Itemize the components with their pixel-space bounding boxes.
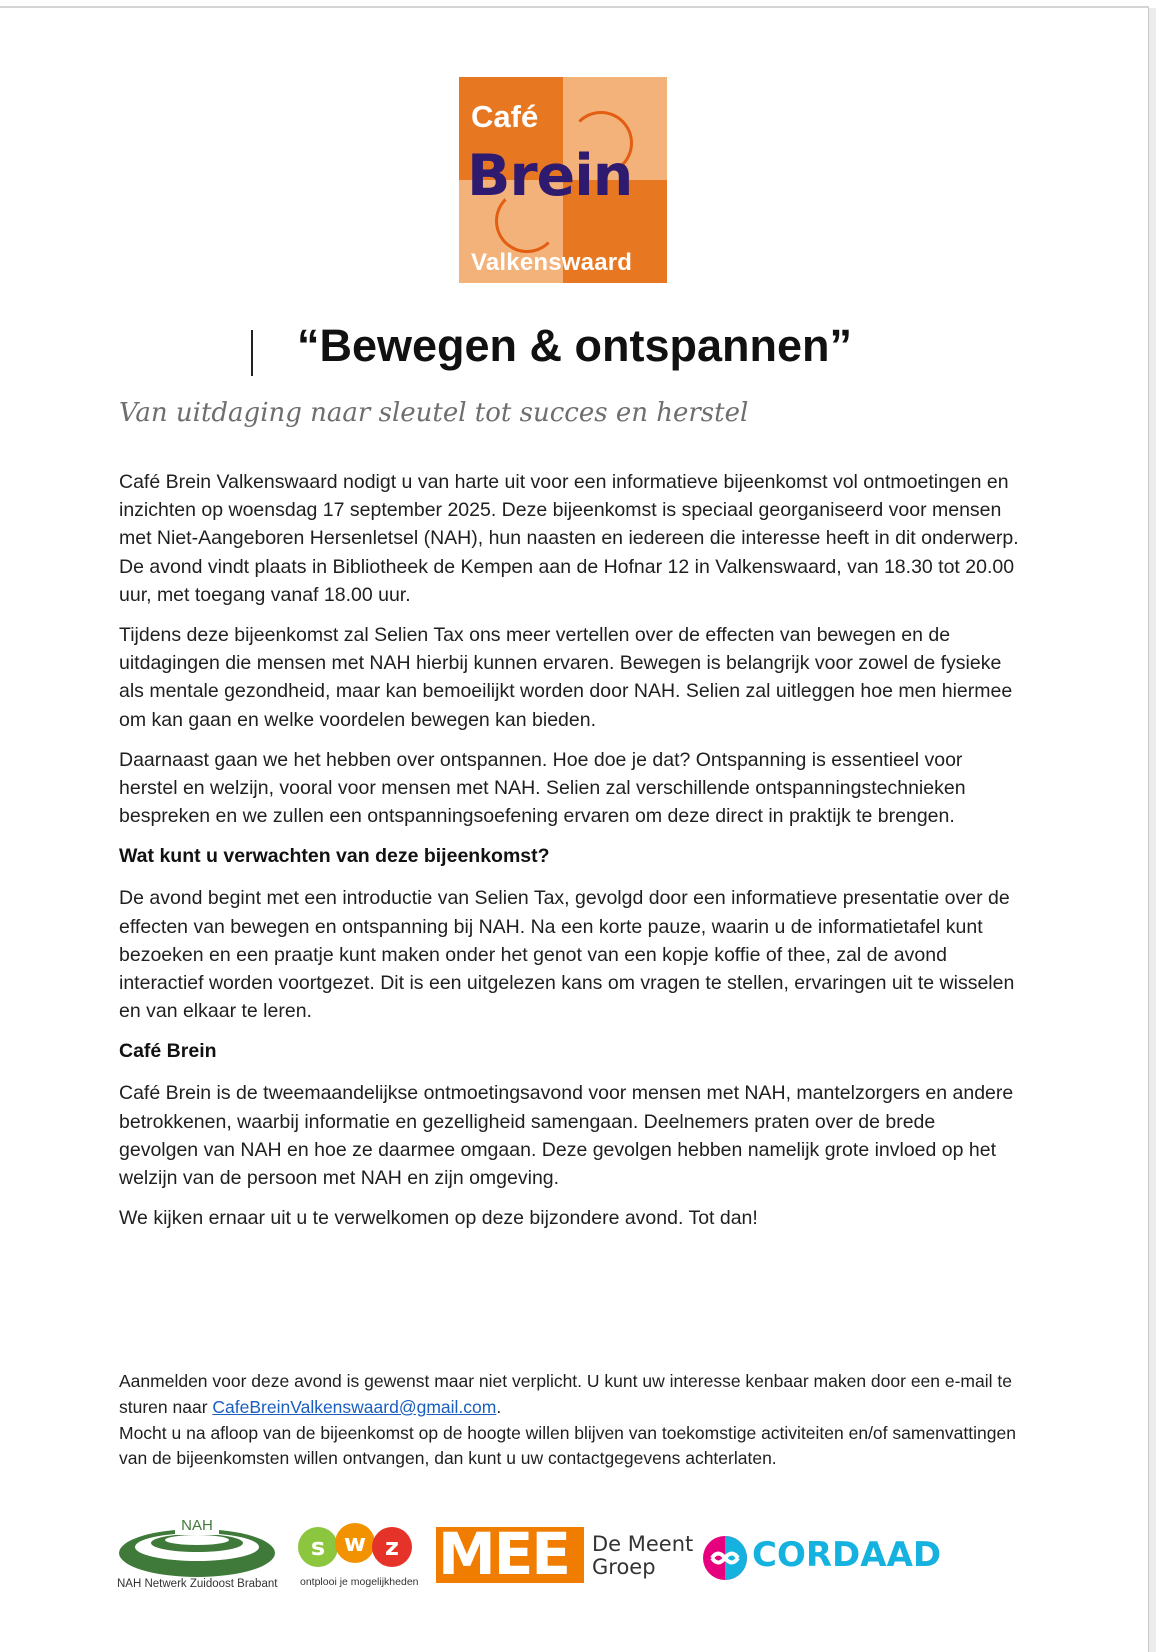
- logo-text-brein: Brein: [467, 143, 633, 209]
- email-link[interactable]: CafeBreinValkenswaard@gmail.com: [212, 1396, 497, 1417]
- registration-period: .: [496, 1396, 502, 1417]
- meent-line2: Groep: [592, 1555, 656, 1579]
- cafe-brein-logo: [459, 77, 667, 283]
- swz-letter-w: w: [343, 1529, 367, 1557]
- logo-text-valkenswaard: Valkenswaard: [471, 249, 633, 276]
- registration-paragraph: [119, 1369, 1019, 1421]
- registration-text: Aanmelden voor deze avond is gewenst maar niet verplicht. U kunt uw interesse kenbaar maken door een e-mail te sturen naar: [119, 1371, 1012, 1417]
- cordaad-logo-text: CORDAAD: [752, 1535, 942, 1575]
- meent-line1: De Meent: [592, 1532, 694, 1556]
- logo-text-cafe: Café: [471, 99, 539, 134]
- document-body: [119, 468, 1019, 1244]
- swz-letter-s: s: [310, 1533, 326, 1561]
- swz-tagline: ontplooi je mogelijkheden: [300, 1576, 419, 1588]
- closing-paragraph: We kijken ernaar uit u te verwelkomen op deze bijzondere avond. Tot dan!: [119, 1207, 758, 1230]
- mee-logo-text: MEE: [438, 1520, 569, 1588]
- registration-block: [119, 1369, 1019, 1472]
- de-meent-groep-logo: [592, 1533, 693, 1579]
- document-title: “Bewegen & ontspannen”: [296, 320, 853, 371]
- cafe-brein-paragraph: Café Brein is de tweemaandelijkse ontmoetingsavond voor mensen met NAH, mantelzorgers en andere betrokkenen, waarbij informatie en gezelligheid samengaan. Deelnemers praten over de brede gevolgen van NAH en hoe ze daarmee omgaan. Deze gevolgen hebben namelijk grote invloed op het welzijn van de persoon met NAH en zijn omgeving.: [119, 1082, 1014, 1190]
- document-subtitle: Van uitdaging naar sleutel tot succes en herstel: [119, 398, 749, 428]
- page-top-rule: [0, 6, 1149, 8]
- relaxation-paragraph: Daarnaast gaan we het hebben over ontspannen. Hoe doe je dat? Ontspanning is essentieel voor herstel en welzijn, vooral voor mensen met NAH. Selien zal verschillende ontspanningstechnieken bespreken en we zullen een ontspanningsoefening ervaren om deze direct in praktijk te brengen.: [119, 748, 966, 828]
- partner-logos: [0, 1505, 1149, 1595]
- section-heading-cafe-brein: Café Brein: [119, 1040, 217, 1063]
- page-scroll-gutter: [1149, 8, 1156, 1652]
- nah-network-label: NAH Netwerk Zuidoost Brabant: [117, 1578, 278, 1590]
- speaker-paragraph: Tijdens deze bijeenkomst zal Selien Tax ons meer vertellen over de effecten van bewegen en de uitdagingen die mensen met NAH hierbij kunnen ervaren. Bewegen is belangrijk voor zowel de fysieke als mentale gezondheid, maar kan bemoeilijkt worden door NAH. Selien zal uitleggen hoe men hiermee om kan gaan en welke voordelen bewegen kan bieden.: [119, 624, 1013, 731]
- nah-badge-text: NAH: [181, 1517, 213, 1534]
- section-heading-expectations: Wat kunt u verwachten van deze bijeenkomst?: [119, 845, 550, 868]
- intro-paragraph: Café Brein Valkenswaard nodigt u van harte uit voor een informatieve bijeenkomst vol ontmoetingen en inzichten op woensdag 17 september 2025. Deze bijeenkomst is speciaal georganiseerd voor mensen met Niet-Aangeboren Hersenletsel (NAH), hun naasten en iedereen die interesse heeft in dit onderwerp. De avond vindt plaats in Bibliotheek de Kempen aan de Hofnar 12 in Valkenswaard, van 18.30 tot 20.00 uur, met toegang vanaf 18.00 uur.: [119, 471, 1019, 606]
- followup-paragraph: Mocht u na afloop van de bijeenkomst op de hoogte willen blijven van toekomstige activiteiten en/of samenvattingen van de bijeenkomsten willen ontvangen, dan kunt u uw contactgegevens achterlaten.: [119, 1422, 1016, 1469]
- expectations-paragraph: De avond begint met een introductie van Selien Tax, gevolgd door een informatieve presentatie over de effecten van bewegen en ontspanning bij NAH. Na een korte pauze, waarin u de informatietafel kunt bezoeken en een praatje kunt maken onder het genot van een kopje koffie of thee, zal de avond interactief worden voortgezet. Dit is een uitgelezen kans om vragen te stellen, ervaringen uit te wisselen en van elkaar te leren.: [119, 887, 1015, 1023]
- swz-letter-z: z: [385, 1533, 399, 1561]
